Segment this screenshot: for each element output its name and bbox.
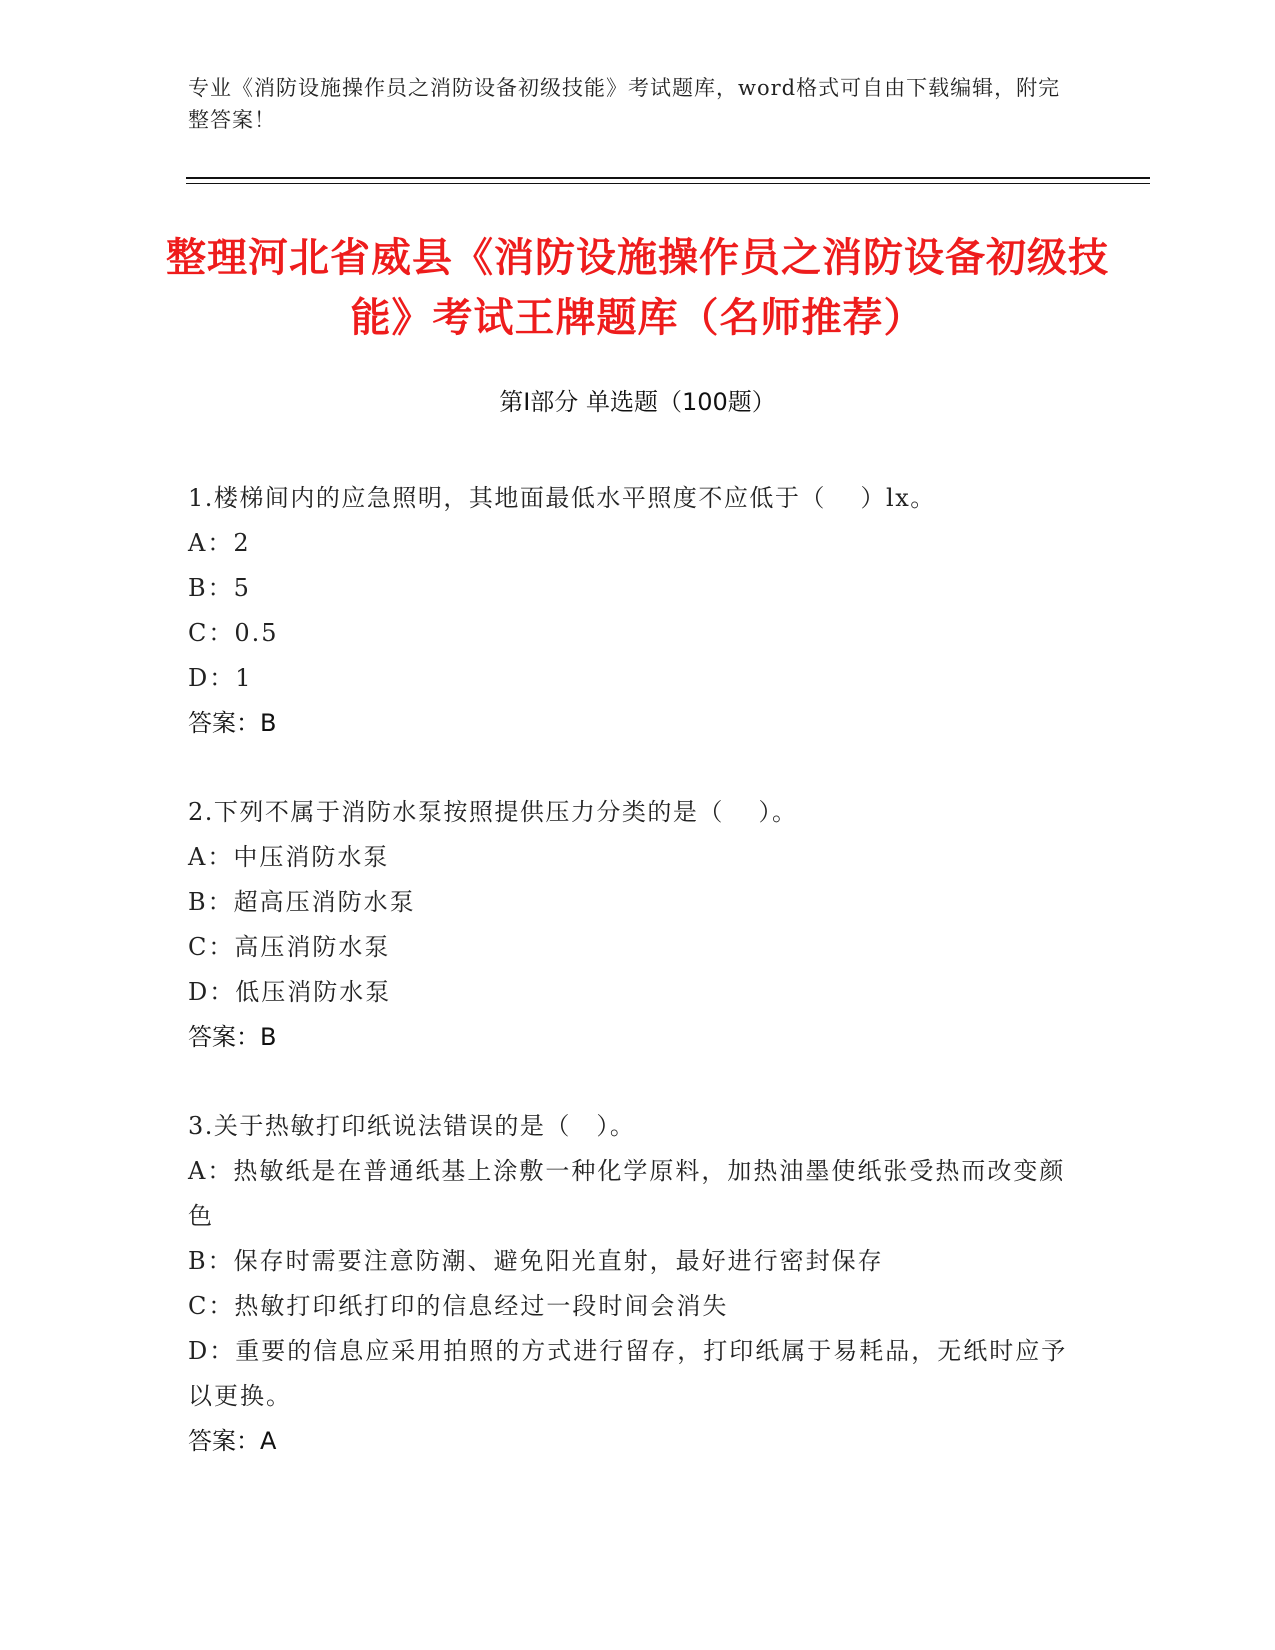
question-2 <box>188 790 1068 1060</box>
option-d: D：重要的信息应采用拍照的方式进行留存，打印纸属于易耗品，无纸时应予以更换。 <box>188 1337 1068 1410</box>
header-divider-thick <box>186 177 1150 179</box>
answer-label: 答案：B <box>188 709 277 737</box>
question-3 <box>188 1104 1068 1464</box>
question-list <box>188 476 1068 1508</box>
section-heading: 第Ⅰ部分 单选题（100题） <box>499 388 776 416</box>
question-1 <box>188 476 1068 746</box>
header-divider-thin <box>186 183 1150 184</box>
option-a: A：热敏纸是在普通纸基上涂敷一种化学原料，加热油墨使纸张受热而改变颜色 <box>188 1157 1066 1230</box>
option-d: D：低压消防水泵 <box>188 978 392 1006</box>
header-note: 专业《消防设施操作员之消防设备初级技能》考试题库，word格式可自由下载编辑，附完整答案！ <box>188 76 1061 132</box>
answer-label: 答案：A <box>188 1427 277 1455</box>
option-b: B：超高压消防水泵 <box>188 888 416 916</box>
option-d: D：1 <box>188 664 253 692</box>
option-b: B：保存时需要注意防潮、避免阳光直射，最好进行密封保存 <box>188 1247 884 1275</box>
option-b: B：5 <box>188 574 251 602</box>
option-a: A：中压消防水泵 <box>188 843 390 871</box>
option-a: A：2 <box>188 529 251 557</box>
question-stem: 3.关于热敏打印纸说法错误的是（ ）。 <box>188 1112 636 1140</box>
document-title: 整理河北省威县《消防设施操作员之消防设备初级技能》考试王牌题库（名师推荐） <box>166 235 1109 341</box>
option-c: C：热敏打印纸打印的信息经过一段时间会消失 <box>188 1292 729 1320</box>
option-c: C：0.5 <box>188 619 279 647</box>
question-stem: 2.下列不属于消防水泵按照提供压力分类的是（ ）。 <box>188 798 798 826</box>
option-c: C：高压消防水泵 <box>188 933 391 961</box>
answer-label: 答案：B <box>188 1023 277 1051</box>
question-stem: 1.楼梯间内的应急照明，其地面最低水平照度不应低于（ ）lx。 <box>188 484 936 512</box>
